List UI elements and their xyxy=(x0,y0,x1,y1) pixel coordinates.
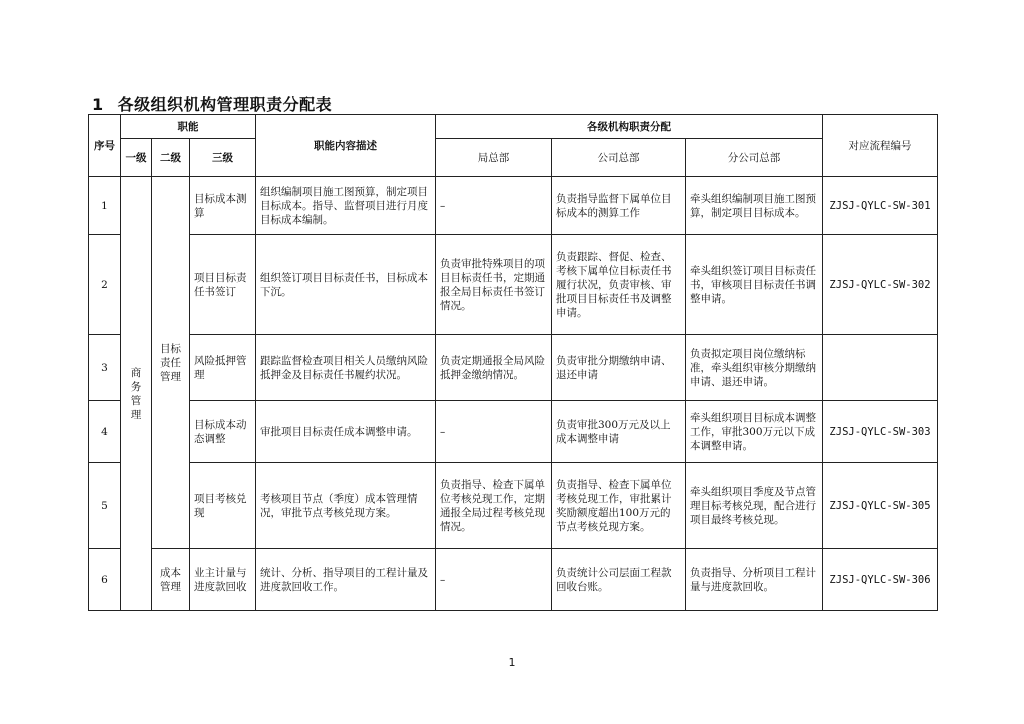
page-number: 1 xyxy=(508,656,516,669)
row-code: ZJSJ-QYLC-SW-301 xyxy=(823,177,938,235)
row-company: 负责指导监督下属单位目标成本的测算工作 xyxy=(552,177,686,235)
row-level3: 项目目标责任书签订 xyxy=(190,235,256,335)
row-bureau: 负责指导、检查下属单位考核兑现工作，定期通报全局过程考核兑现情况。 xyxy=(436,463,552,549)
header-level3: 三级 xyxy=(190,139,256,177)
responsibility-table xyxy=(88,114,938,611)
row-company: 负责审批分期缴纳申请、退还申请 xyxy=(552,335,686,401)
level2-cost-cell: 成本管理 xyxy=(152,549,190,611)
header-company: 公司总部 xyxy=(552,139,686,177)
row-branch: 牵头组织签订项目目标责任书，审核项目目标责任书调整申请。 xyxy=(686,235,823,335)
table-title xyxy=(92,92,332,115)
row-company: 负责审批300万元及以上成本调整申请 xyxy=(552,401,686,463)
header-row-2 xyxy=(89,139,938,177)
row-description: 审批项目目标责任成本调整申请。 xyxy=(256,401,436,463)
row-branch: 牵头组织编制项目施工图预算，制定项目目标成本。 xyxy=(686,177,823,235)
table-row xyxy=(89,335,938,401)
row-seq: 1 xyxy=(89,177,121,235)
row-bureau: – xyxy=(436,549,552,611)
row-bureau: 负责审批特殊项目的项目目标责任书，定期通报全局目标责任书签订情况。 xyxy=(436,235,552,335)
header-branch: 分公司总部 xyxy=(686,139,823,177)
row-code xyxy=(823,335,938,401)
row-description: 统计、分析、指导项目的工程计量及进度款回收工作。 xyxy=(256,549,436,611)
row-bureau: – xyxy=(436,177,552,235)
header-process-code: 对应流程编号 xyxy=(823,115,938,177)
title-number: 1 xyxy=(92,95,104,114)
table-row xyxy=(89,235,938,335)
header-bureau: 局总部 xyxy=(436,139,552,177)
row-description: 考核项目节点（季度）成本管理情况，审批节点考核兑现方案。 xyxy=(256,463,436,549)
table-row xyxy=(89,177,938,235)
row-description: 组织编制项目施工图预算，制定项目目标成本。指导、监督项目进行月度目标成本编制。 xyxy=(256,177,436,235)
row-seq: 5 xyxy=(89,463,121,549)
row-code: ZJSJ-QYLC-SW-305 xyxy=(823,463,938,549)
table-row xyxy=(89,401,938,463)
header-level1: 一级 xyxy=(121,139,152,177)
header-seq: 序号 xyxy=(89,115,121,177)
table-row xyxy=(89,463,938,549)
row-branch: 负责拟定项目岗位缴纳标准，牵头组织审核分期缴纳申请、退还申请。 xyxy=(686,335,823,401)
header-row-1 xyxy=(89,115,938,139)
row-level3: 风险抵押管理 xyxy=(190,335,256,401)
row-level3: 目标成本动态调整 xyxy=(190,401,256,463)
row-branch: 牵头组织项目季度及节点管理目标考核兑现，配合进行项目最终考核兑现。 xyxy=(686,463,823,549)
row-description: 组织签订项目目标责任书，目标成本下沉。 xyxy=(256,235,436,335)
row-code: ZJSJ-QYLC-SW-306 xyxy=(823,549,938,611)
header-allocation: 各级机构职责分配 xyxy=(436,115,823,139)
header-function: 职能 xyxy=(121,115,256,139)
row-company: 负责跟踪、督促、检查、考核下属单位目标责任书履行状况，负责审核、审批项目目标责任书及调整申请。 xyxy=(552,235,686,335)
title-text: 各级组织机构管理职责分配表 xyxy=(117,95,333,114)
row-seq: 4 xyxy=(89,401,121,463)
row-description: 跟踪监督检查项目相关人员缴纳风险抵押金及目标责任书履约状况。 xyxy=(256,335,436,401)
row-branch: 牵头组织项目目标成本调整工作，审批300万元以下成本调整申请。 xyxy=(686,401,823,463)
table-row xyxy=(89,549,938,611)
level2-target-cell: 目标责任管理 xyxy=(152,177,190,549)
row-seq: 3 xyxy=(89,335,121,401)
row-bureau: – xyxy=(436,401,552,463)
row-company: 负责指导、检查下属单位考核兑现工作，审批累计奖励额度超出100万元的节点考核兑现方案。 xyxy=(552,463,686,549)
row-branch: 负责指导、分析项目工程计量与进度款回收。 xyxy=(686,549,823,611)
row-code: ZJSJ-QYLC-SW-302 xyxy=(823,235,938,335)
row-seq: 6 xyxy=(89,549,121,611)
header-level2: 二级 xyxy=(152,139,190,177)
row-bureau: 负责定期通报全局风险抵押金缴纳情况。 xyxy=(436,335,552,401)
row-code: ZJSJ-QYLC-SW-303 xyxy=(823,401,938,463)
row-seq: 2 xyxy=(89,235,121,335)
row-level3: 目标成本测算 xyxy=(190,177,256,235)
level1-cell: 商务管理 xyxy=(121,177,152,611)
row-level3: 项目考核兑现 xyxy=(190,463,256,549)
header-description: 职能内容描述 xyxy=(256,115,436,177)
row-company: 负责统计公司层面工程款回收台账。 xyxy=(552,549,686,611)
row-level3: 业主计量与进度款回收 xyxy=(190,549,256,611)
